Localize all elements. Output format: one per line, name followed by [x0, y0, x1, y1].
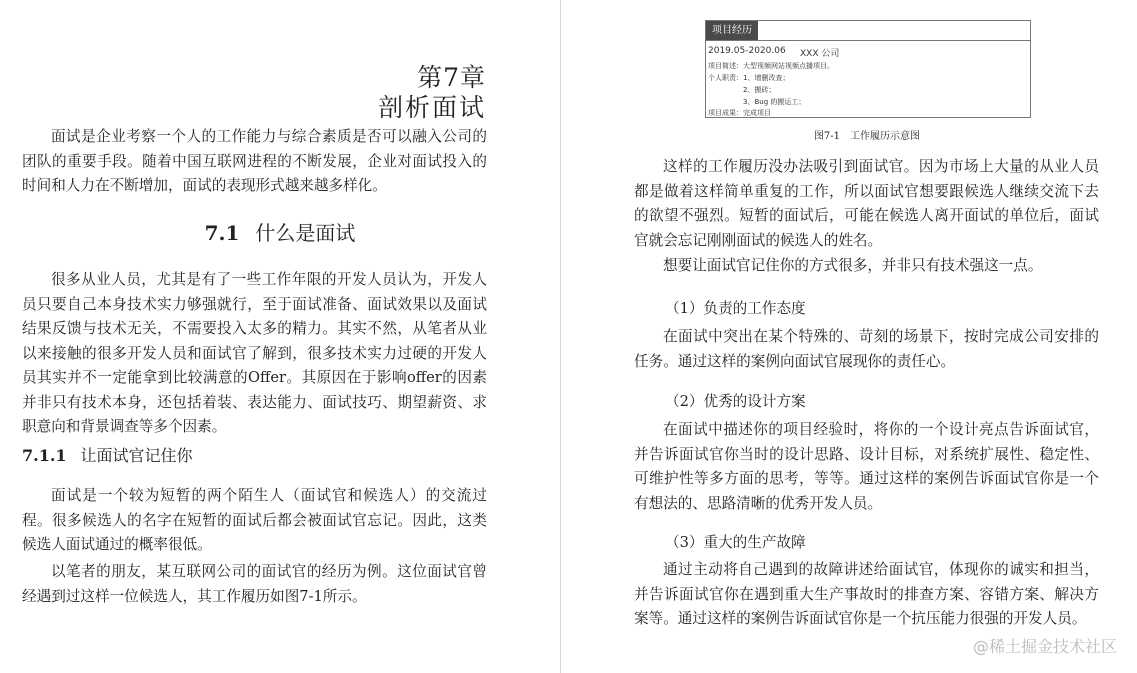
resume-tag: 项目经历 [706, 21, 758, 40]
resume-figure [705, 20, 1031, 118]
subsection-number: 7.1.1 [22, 446, 67, 465]
subsection-paragraph-2: 以笔者的朋友，某互联网公司的面试官的经历为例。这位面试官曾经遇到过这样一位候选人，其工作履历如图7-1所示。 [22, 563, 487, 605]
resume-duty-2: 2、搬砖； [743, 86, 776, 94]
figure-caption: 图7-1 工作履历示意图 [813, 131, 921, 142]
intro-paragraph: 面试是企业考察一个人的工作能力与综合素质是否可以融入公司的团队的重要手段。随着中国互联网进程的不断发展，企业对面试投入的时间和人力在不断增加，面试的表现形式越来越多样化。 [22, 128, 487, 194]
item-3-title: （3）重大的生产故障 [665, 534, 806, 551]
right-paragraph-1: 这样的工作履历没办法吸引到面试官。因为市场上大量的从业人员都是做着这样简单重复的工作，所以面试官想要跟候选人继续交流下去的欲望不强烈。短暂的面试后，可能在候选人离开面试的单位后，面试官就会忘记刚刚面试的候选人的姓名。 [634, 158, 1099, 249]
item-1-text: 在面试中突出在某个特殊的、苛刻的场景下，按时完成公司安排的任务。通过这样的案例向面试官展现你的责任心。 [634, 328, 1099, 370]
item-2-text: 在面试中描述你的项目经验时，将你的一个设计亮点告诉面试官，并告诉面试官你当时的设计思路、设计目标，对系统扩展性、稳定性、可维护性等多方面的思考，等等。通过这样的案例告诉面试官你是一个有想法的、思路清晰的优秀开发人员。 [634, 421, 1099, 512]
resume-duty-3: 3、Bug 的搬运工； [743, 98, 806, 106]
resume-header [706, 21, 1030, 41]
page-divider [560, 0, 561, 673]
resume-period: 2019.05-2020.06 [708, 46, 786, 56]
resume-result: 项目成果：完成项目 [708, 109, 771, 117]
resume-duty-1: 个人职责：1、增删改查； [708, 74, 790, 82]
item-1-title: （1）负责的工作态度 [665, 300, 806, 317]
chapter-title: 剖析面试 [377, 93, 486, 122]
subsection-heading [22, 443, 193, 466]
section-title: 什么是面试 [255, 221, 356, 245]
section-number: 7.1 [204, 221, 240, 245]
section-heading [0, 217, 560, 246]
subsection-paragraph-1: 面试是一个较为短暂的两个陌生人（面试官和候选人）的交流过程。很多候选人的名字在短暂的面试后都会被面试官忘记。因此，这类候选人面试通过的概率很低。 [22, 487, 487, 553]
right-paragraph-2: 想要让面试官记住你的方式很多，并非只有技术强这一点。 [663, 257, 1043, 274]
watermark: @稀土掘金技术社区 [972, 637, 1117, 656]
resume-desc: 项目简述：大型视频网站视频点播项目。 [708, 62, 834, 70]
subsection-title: 让面试官记住你 [80, 446, 193, 465]
section-paragraph-1: 很多从业人员，尤其是有了一些工作年限的开发人员认为，开发人员只要自己本身技术实力够强就行，至于面试准备、面试效果以及面试结果反馈与技术无关，不需要投入太多的精力。其实不然，从笔者从业以来接触的很多开发人员和面试官了解到，很多技术实力过硬的开发人员其实并不一定能拿到比较满意的Offer。其原因在于影响offer的因素并非只有技术本身，还包括着装、表达能力、面试技巧、期望薪资、求职意向和背景调查等多个因素。 [22, 271, 487, 435]
left-page [0, 0, 560, 673]
chapter-number: 第7章 [417, 63, 486, 92]
item-2-title: （2）优秀的设计方案 [665, 393, 806, 410]
item-3-text: 通过主动将自己遇到的故障讲述给面试官，体现你的诚实和担当，并告诉面试官你在遇到重大生产事故时的排查方案、容错方案、解决方案等。通过这样的案例告诉面试官你是一个抗压能力很强的开发人员。 [634, 561, 1099, 627]
resume-company: XXX 公司 [800, 49, 840, 59]
